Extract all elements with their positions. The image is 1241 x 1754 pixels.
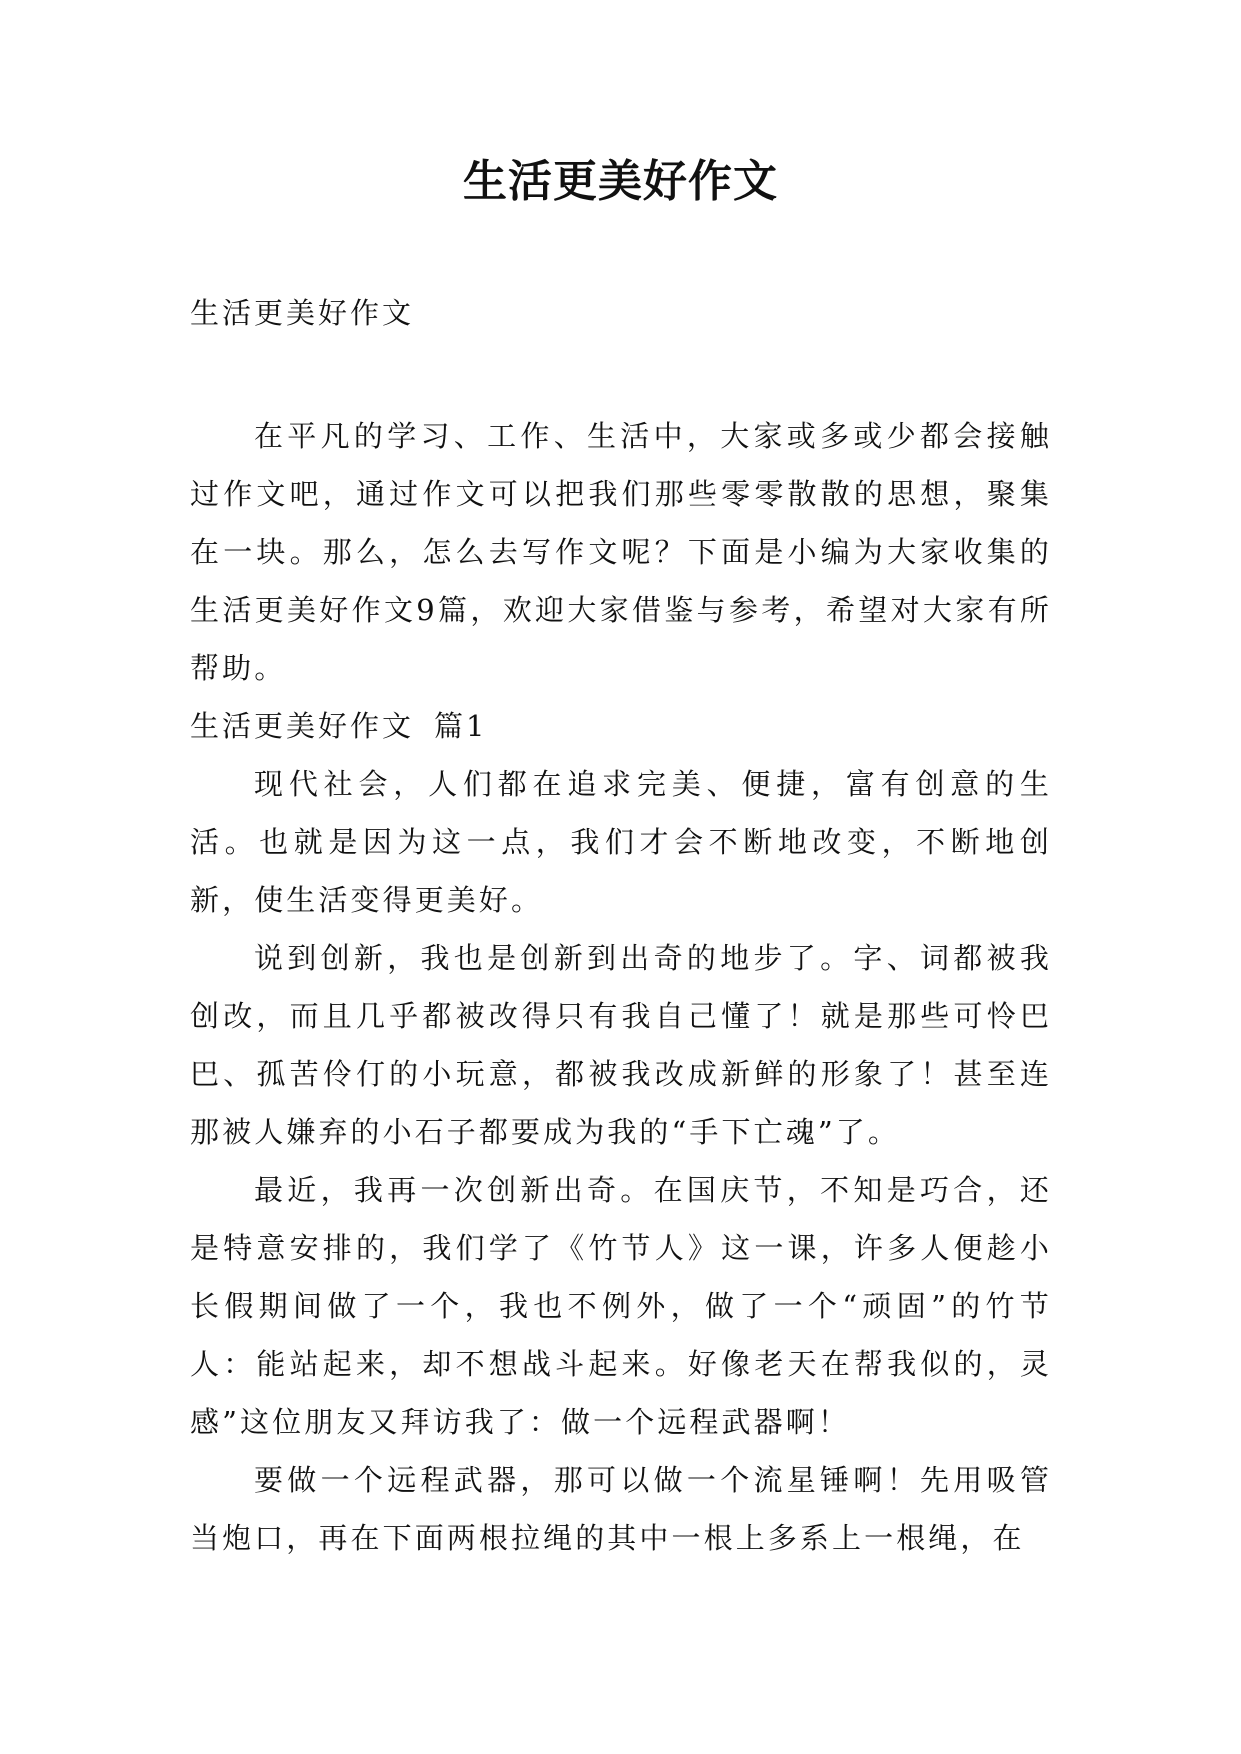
section-heading: [190, 697, 1052, 755]
section-heading-text: 生活更美好作文: [190, 709, 415, 743]
body-paragraph-3: 最近，我再一次创新出奇。在国庆节，不知是巧合，还是特意安排的，我们学了《竹节人》这一课，许多人便趁小长假期间做了一个，我也不例外，做了一个“顽固”的竹节人：能站起来，却不想战斗起来。好像老天在帮我似的，灵感”这位朋友又拜访我了：做一个远程武器啊！: [190, 1173, 1052, 1439]
document-body: [190, 407, 1052, 1567]
section-number: 篇1: [434, 709, 488, 743]
body-paragraph-4: 要做一个远程武器，那可以做一个流星锤啊！先用吸管当炮口，再在下面两根拉绳的其中一根上多系上一根绳，在: [190, 1463, 1052, 1555]
document-subtitle: 生活更美好作文: [190, 296, 415, 330]
intro-paragraph: 在平凡的学习、工作、生活中，大家或多或少都会接触过作文吧，通过作文可以把我们那些零零散散的思想，聚集在一块。那么，怎么去写作文呢？下面是小编为大家收集的生活更美好作文9篇，欢迎大家借鉴与参考，希望对大家有所帮助。: [190, 419, 1052, 685]
body-paragraph-2: 说到创新，我也是创新到出奇的地步了。字、词都被我创改，而且几乎都被改得只有我自己懂了！就是那些可怜巴巴、孤苦伶仃的小玩意，都被我改成新鲜的形象了！甚至连那被人嫌弃的小石子都要成为我的“手下亡魂”了。: [190, 941, 1052, 1149]
body-paragraph-1: 现代社会，人们都在追求完美、便捷，富有创意的生活。也就是因为这一点，我们才会不断地改变，不断地创新，使生活变得更美好。: [190, 767, 1052, 917]
document-title: 生活更美好作文: [463, 156, 778, 207]
